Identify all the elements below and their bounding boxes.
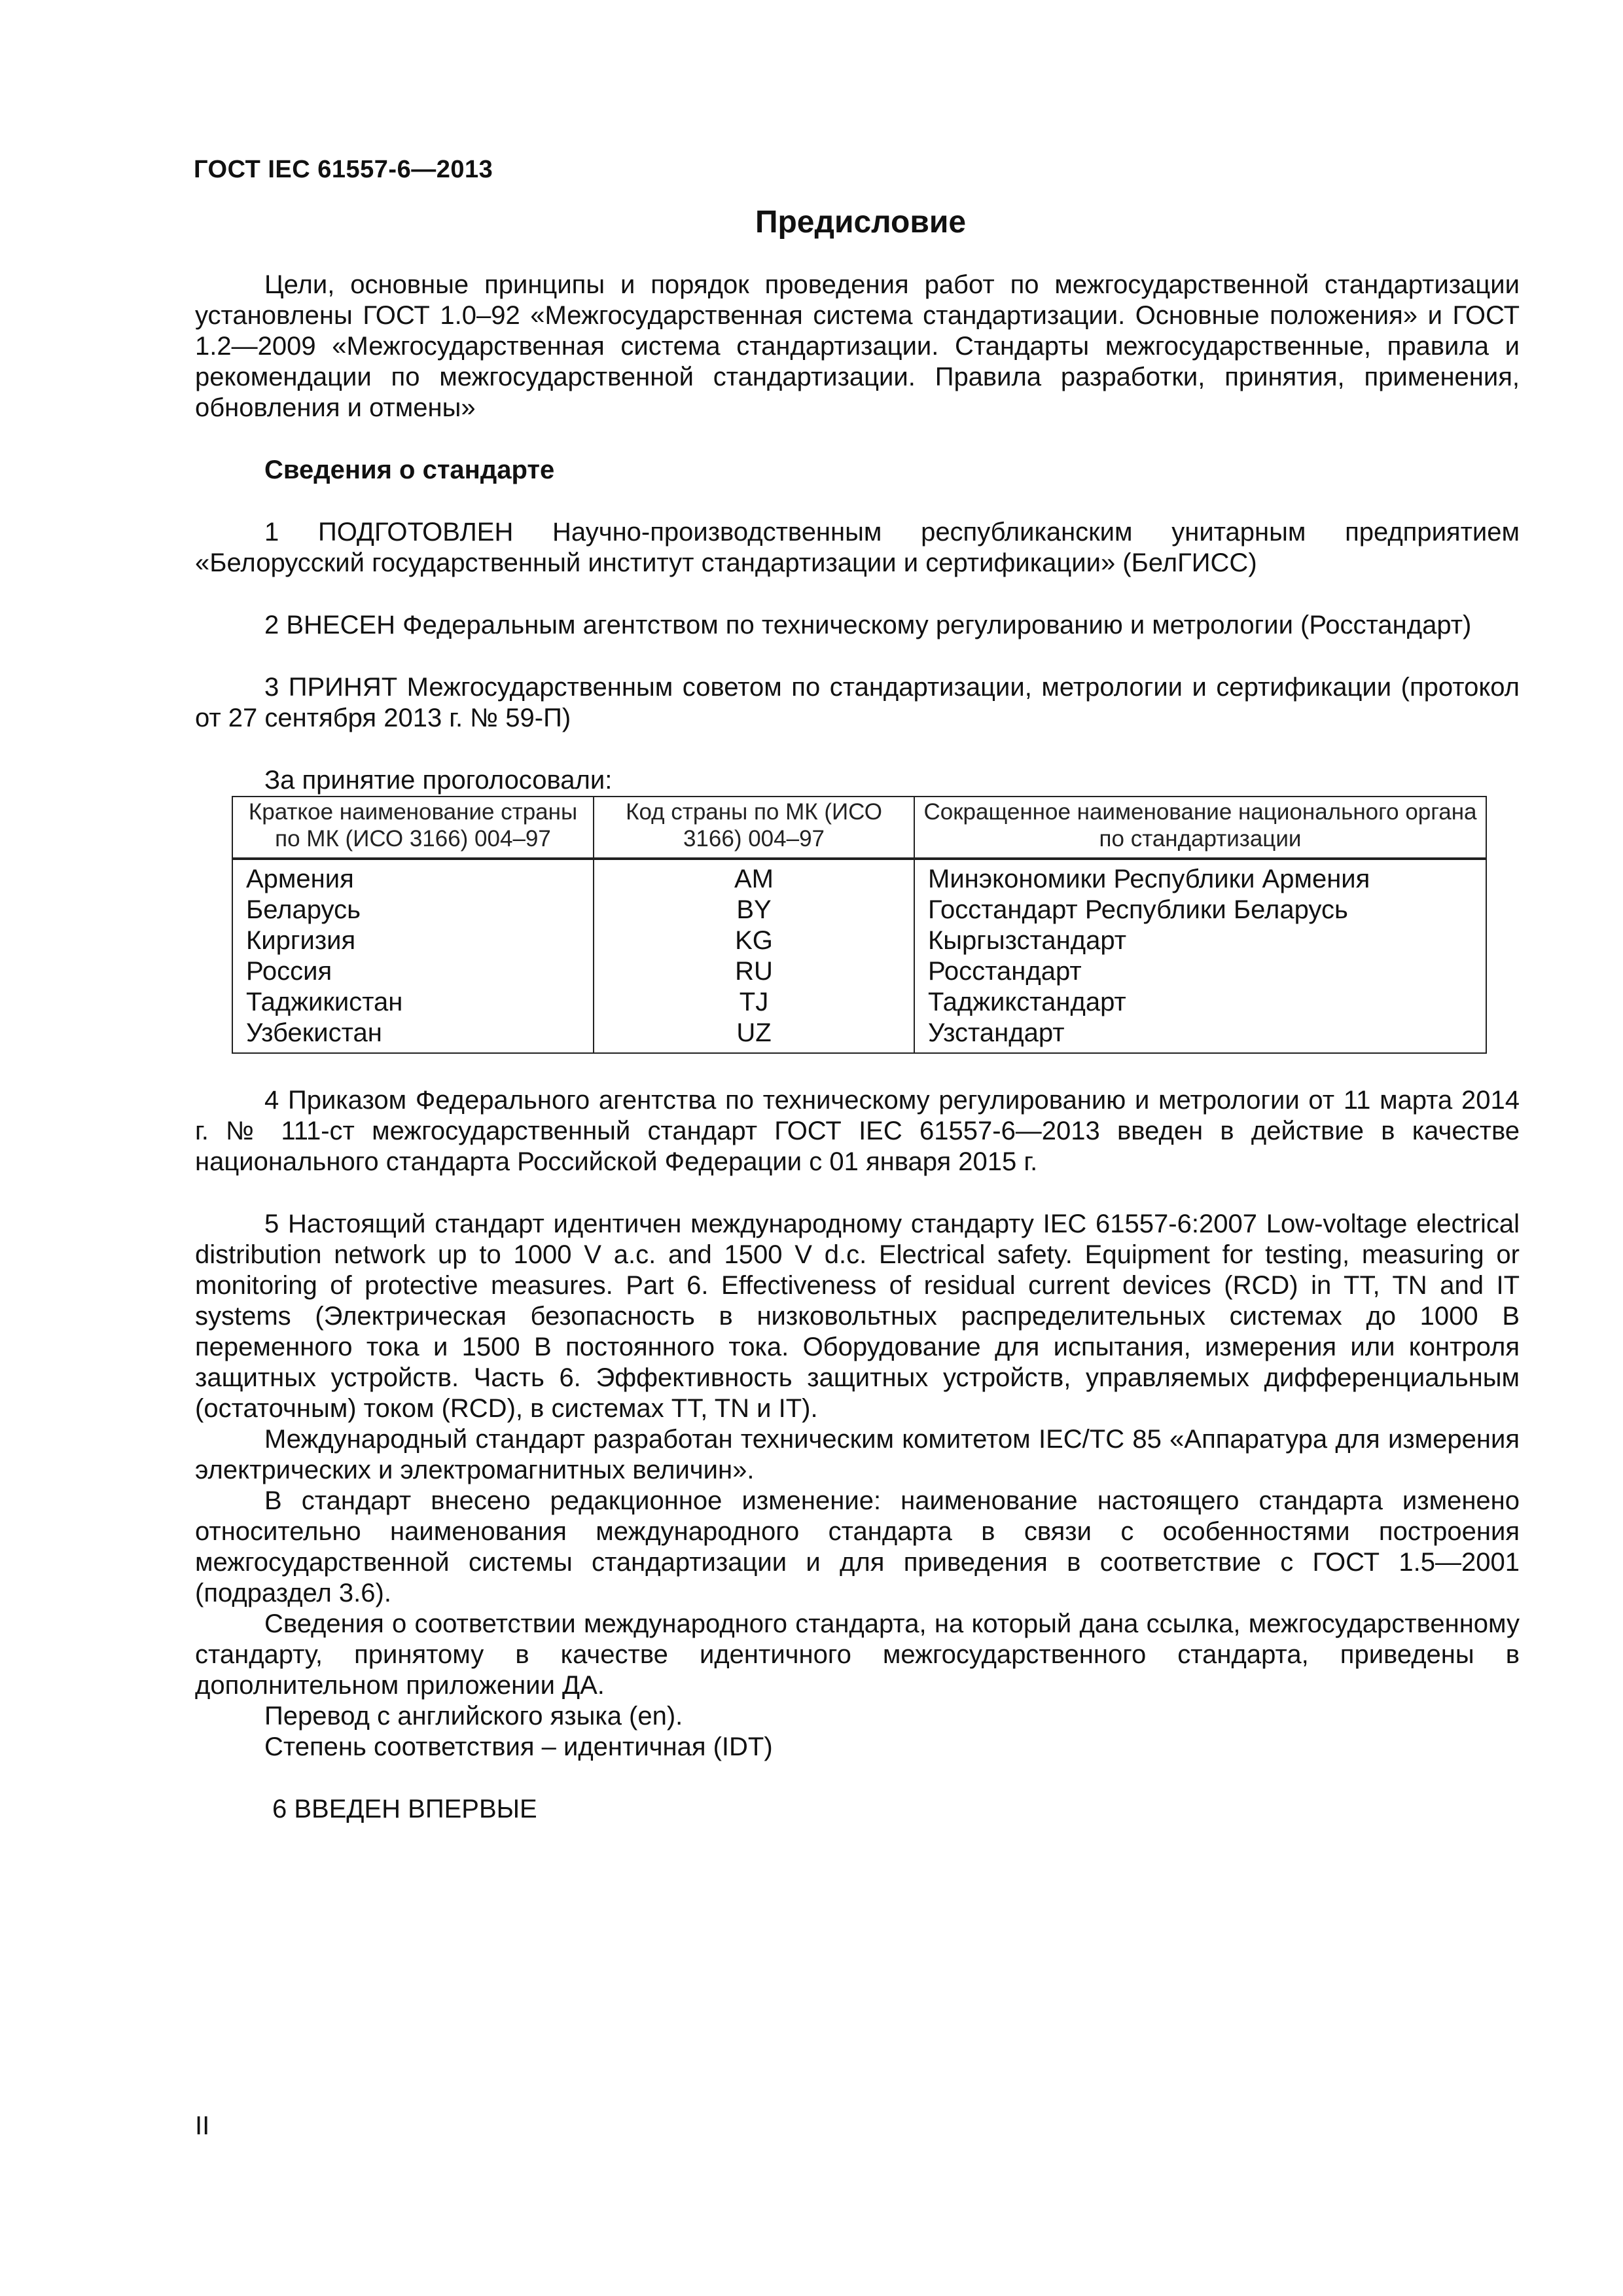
header-body: Сокращенное наименование национального органа по стандартизации (914, 797, 1486, 859)
country-cell: Армения (232, 859, 594, 895)
table-row (232, 1018, 1486, 1053)
item-5-degree-paragraph: Степень соответствия – идентичная (IDT) (264, 1732, 773, 1761)
country-cell: Беларусь (232, 895, 594, 925)
item-6-paragraph: 6 ВВЕДЕН ВПЕРВЫЕ (272, 1795, 537, 1823)
body-cell: Госстандарт Республики Беларусь (914, 895, 1486, 925)
info-heading: Сведения о стандарте (264, 456, 555, 484)
intro-paragraph: Цели, основные принципы и порядок проведения работ по межгосударственной стандартизации установлены ГОСТ 1.0–92 «Межгосударственная система стандартизации. Основные положения» и ГОСТ 1.2—2009 «Межгосударственная система стандартизации. Стандарты межгосударственные, правила и рекомендации по межгосударственной стандартизации. Правила разработки, принятия, применения, обновления и отмены» (195, 270, 1520, 422)
header-code: Код страны по МК (ИСО 3166) 004–97 (594, 797, 914, 859)
code-cell: KG (594, 925, 914, 956)
code-cell: RU (594, 956, 914, 987)
body-cell: Минэкономики Республики Армения (914, 859, 1486, 895)
body-cell: Росстандарт (914, 956, 1486, 987)
code-cell: AM (594, 859, 914, 895)
body-cell: Таджикстандарт (914, 987, 1486, 1018)
table-row (232, 859, 1486, 895)
code-cell: UZ (594, 1018, 914, 1053)
country-cell: Таджикистан (232, 987, 594, 1018)
country-cell: Киргизия (232, 925, 594, 956)
item-5-committee-paragraph: Международный стандарт разработан техническим комитетом IEC/TC 85 «Аппаратура для измерения электрических и электромагнитных величин». (195, 1425, 1520, 1484)
code-cell: BY (594, 895, 914, 925)
page-title: Предисловие (755, 205, 967, 240)
table-row (232, 956, 1486, 987)
code-cell: TJ (594, 987, 914, 1018)
item-5-editorial-paragraph: В стандарт внесено редакционное изменение: наименование настоящего стандарта изменено относительно наименования международного стандарта в связи с особенностями построения межгосударственной системы стандартизации и для приведения в соответствие с ГОСТ 1.5—2001 (подраздел 3.6). (195, 1486, 1520, 1607)
table-row (232, 895, 1486, 925)
item-3-paragraph: 3 ПРИНЯТ Межгосударственным советом по стандартизации, метрологии и сертификации (протокол от 27 сентября 2013 г. № 59-П) (195, 673, 1520, 732)
table-row (232, 987, 1486, 1018)
foreword-content (195, 270, 1520, 1825)
table-header-row (232, 797, 1486, 859)
item-1-paragraph: 1 ПОДГОТОВЛЕН Научно-производственным республиканским унитарным предприятием «Белорусский государственный институт стандартизации и сертификации» (БелГИСС) (195, 518, 1520, 577)
item-5-paragraph: 5 Настоящий стандарт идентичен международному стандарту IEC 61557-6:2007 Low-voltage electrical distribution network up to 1000 V a.c. and 1500 V d.c. Electrical safety. Equipment for testing, measuring or monitoring of protective measures. Part 6. Effectiveness of residual current devices (RCD) in TT, TN and IT systems (Электрическая безопасность в низковольтных распределительных системах до 1000 В переменного тока и 1500 В постоянного тока. Оборудование для испытания, измерения или контроля защитных устройств. Часть 6. Эффективность защитных устройств, управляемых дифференциальным (остаточным) током (RCD), в системах TT, TN и IT). (195, 1210, 1520, 1423)
body-cell: Кыргызстандарт (914, 925, 1486, 956)
item-5-reference-paragraph: Сведения о соответствии международного стандарта, на который дана ссылка, межгосударственному стандарту, принятому в качестве идентичного межгосударственного стандарта, приведены в дополнительном приложении ДА. (195, 1609, 1520, 1700)
item-4-paragraph: 4 Приказом Федерального агентства по техническому регулированию и метрологии от 11 марта 2014 г. № 111-ст межгосударственный стандарт ГОСТ IEC 61557-6—2013 введен в действие в качестве национального стандарта Российской Федерации с 01 января 2015 г. (195, 1086, 1520, 1176)
table-row (232, 925, 1486, 956)
country-cell: Узбекистан (232, 1018, 594, 1053)
header-country: Краткое наименование страны по МК (ИСО 3166) 004–97 (232, 797, 594, 859)
item-2-paragraph: 2 ВНЕСЕН Федеральным агентством по техническому регулированию и метрологии (Росстандарт) (264, 611, 1472, 639)
vote-label: За принятие проголосовали: (264, 766, 613, 795)
body-cell: Узстандарт (914, 1018, 1486, 1053)
voting-states-table (232, 796, 1487, 1054)
item-5-translation-paragraph: Перевод с английского языка (en). (264, 1702, 683, 1731)
standard-code-header: ГОСТ IEC 61557-6—2013 (194, 156, 493, 183)
country-cell: Россия (232, 956, 594, 987)
page-number: II (195, 2111, 210, 2140)
